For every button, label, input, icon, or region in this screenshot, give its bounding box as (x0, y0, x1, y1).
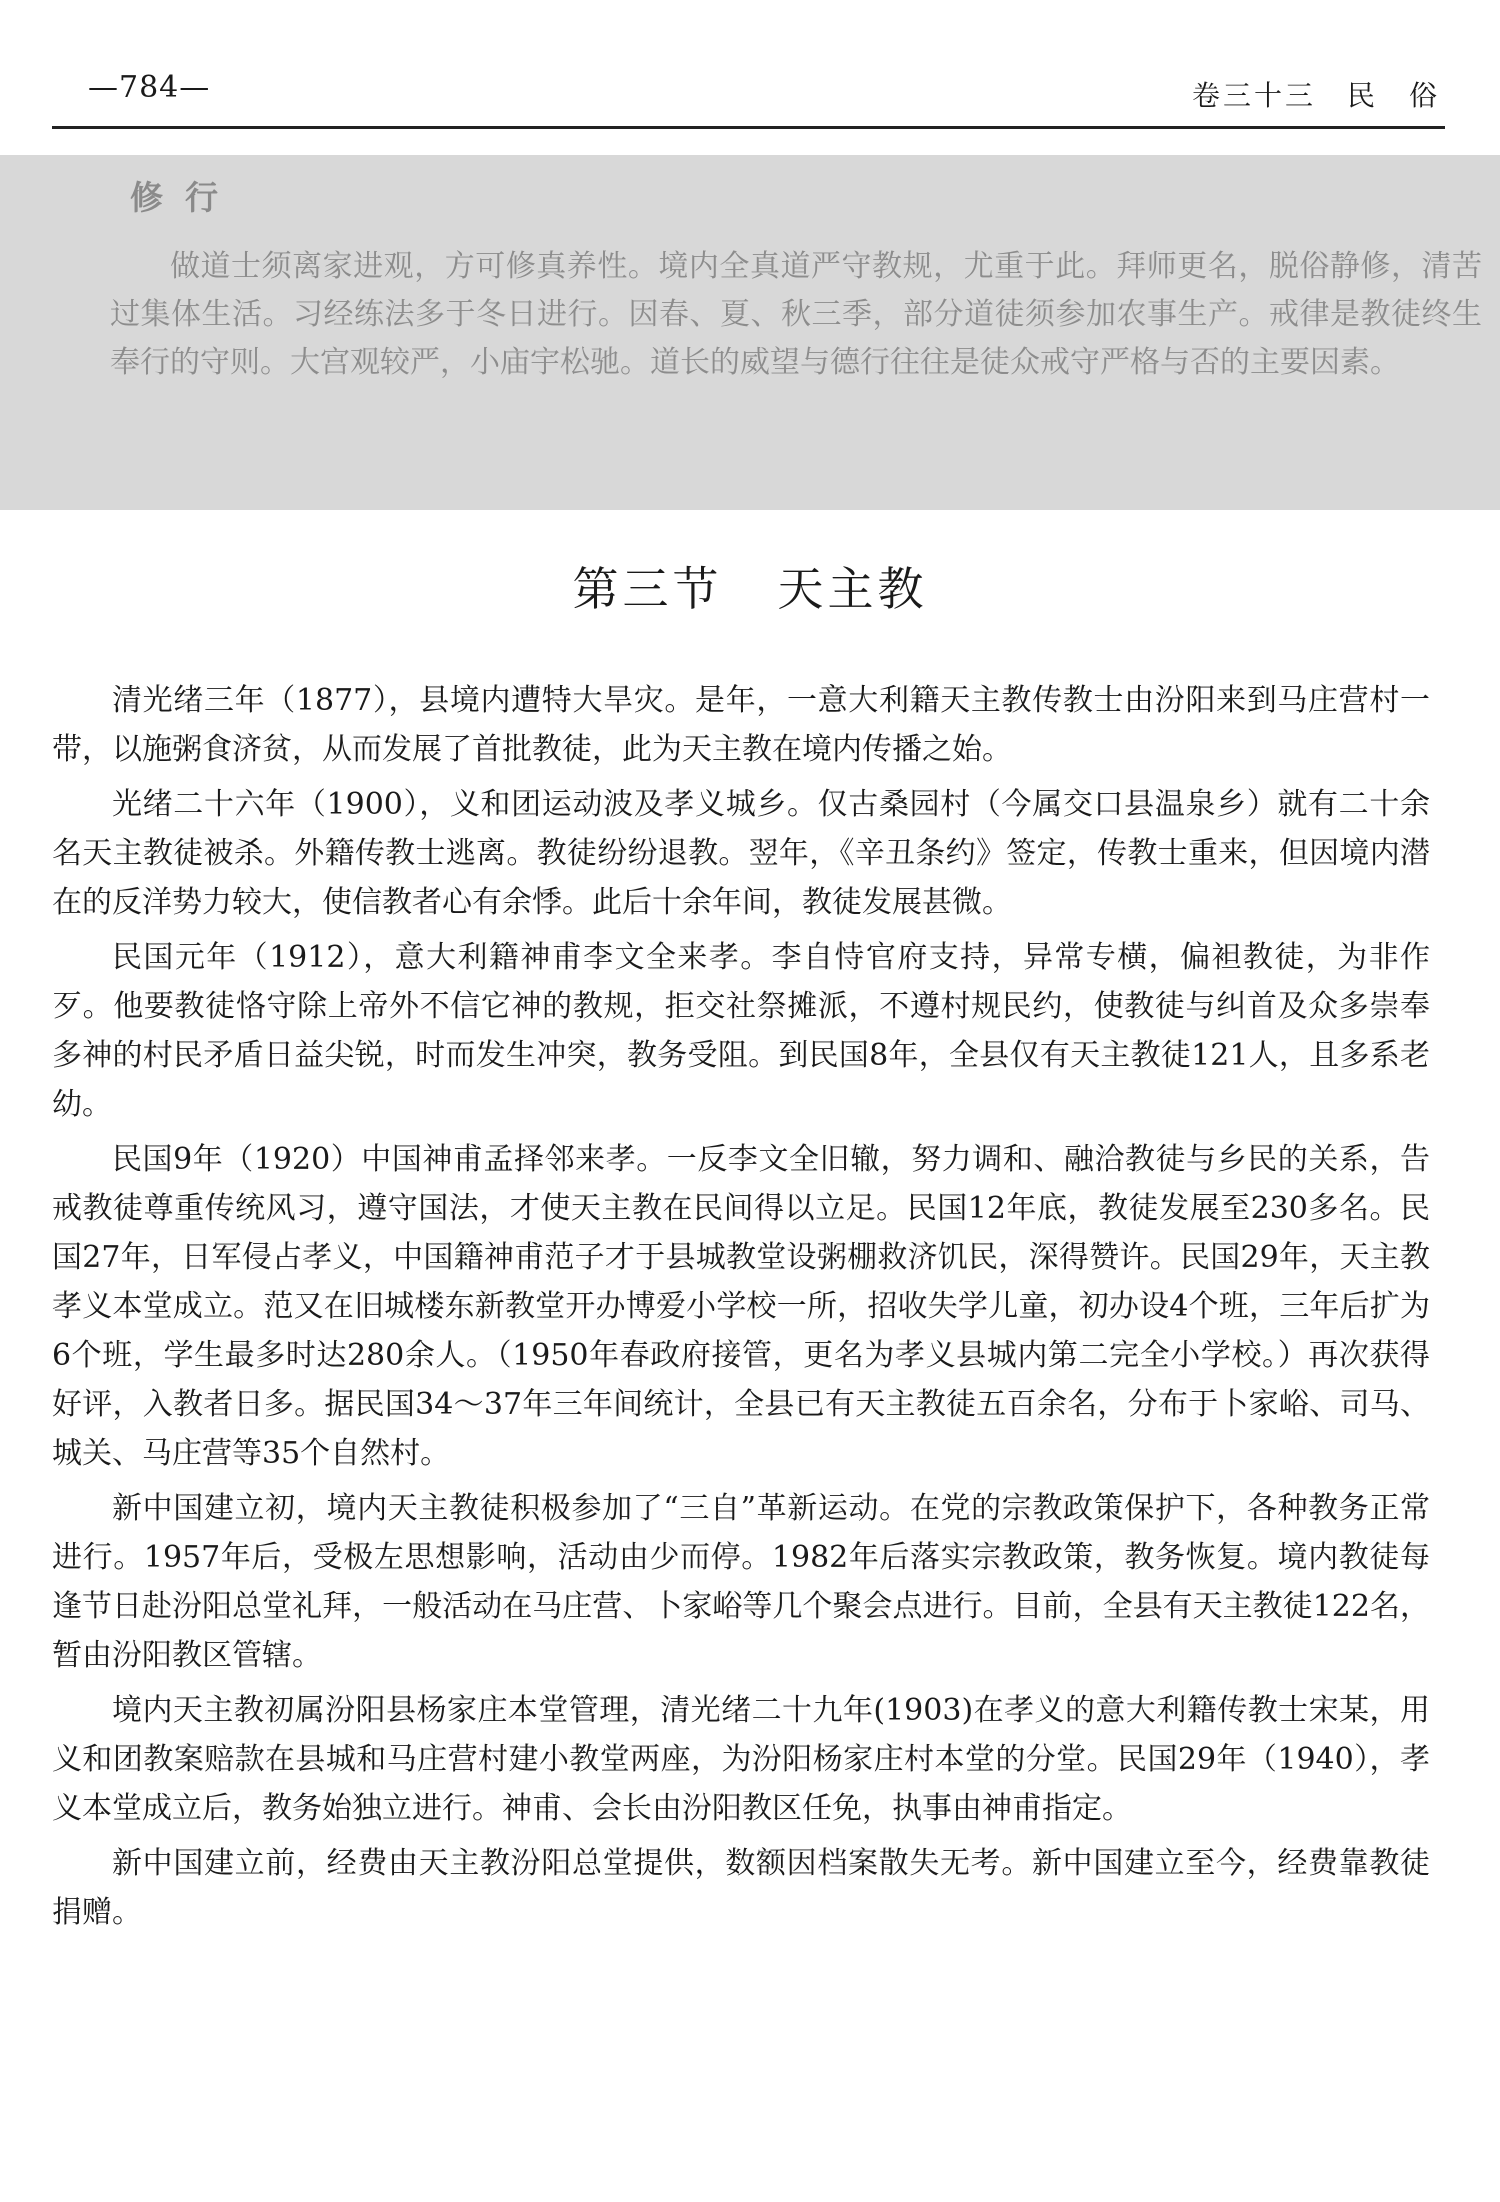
paragraph: 新中国建立前，经费由天主教汾阳总堂提供，数额因档案散失无考。新中国建立至今，经费靠教徒捐赠。 (52, 1846, 1430, 1930)
paragraph: 民国元年（1912），意大利籍神甫李文全来孝。李自恃官府支持，异常专横，偏袒教徒，为非作歹。他要教徒恪守除上帝外不信它神的教规，拒交社祭摊派，不遵村规民约，使教徒与纠首及众多崇奉多神的村民矛盾日益尖锐，时而发生冲突，教务受阻。到民国8年，全县仅有天主教徒121人，且多系老幼。 (52, 940, 1430, 1122)
section-number: 第三节 (572, 562, 723, 616)
shaded-section (0, 155, 1500, 510)
paragraph: 境内天主教初属汾阳县杨家庄本堂管理，清光绪二十九年(1903)在孝义的意大利籍传教士宋某，用义和团教案赔款在县城和马庄营村建小教堂两座，为汾阳杨家庄村本堂的分堂。民国29年（1940），孝义本堂成立后，教务始独立进行。神甫、会长由汾阳教区任免，执事由神甫指定。 (52, 1693, 1430, 1826)
paragraph: 光绪二十六年（1900），义和团运动波及孝义城乡。仅古桑园村（今属交口县温泉乡）就有二十余名天主教徒被杀。外籍传教士逃离。教徒纷纷退教。翌年，《辛丑条约》签定，传教士重来，但因境内潜在的反洋势力较大，使信教者心有余悸。此后十余年间，教徒发展甚微。 (52, 787, 1430, 920)
paragraph: 清光绪三年（1877），县境内遭特大旱灾。是年，一意大利籍天主教传教士由汾阳来到马庄营村一带，以施粥食济贫，从而发展了首批教徒，此为天主教在境内传播之始。 (52, 683, 1430, 767)
sub-heading: 修行 (130, 178, 240, 217)
header-rule (52, 126, 1445, 129)
body-text (52, 676, 1430, 1943)
paragraph: 新中国建立初，境内天主教徒积极参加了“三自”革新运动。在党的宗教政策保护下，各种教务正常进行。1957年后，受极左思想影响，活动由少而停。1982年后落实宗教政策，教务恢复。境内教徒每逢节日赴汾阳总堂礼拜，一般活动在马庄营、卜家峪等几个聚会点进行。目前，全县有天主教徒122名，暂由汾阳教区管辖。 (52, 1491, 1430, 1673)
page-number: —784— (88, 70, 211, 105)
shaded-paragraph: 做道士须离家进观，方可修真养性。境内全真道严守教规，尤重于此。拜师更名，脱俗静修，清苦过集体生活。习经练法多于冬日进行。因春、夏、秋三季，部分道徒须参加农事生产。戒律是教徒终生奉行的守则。大宫观较严，小庙宇松驰。道长的威望与德行往往是徒众戒守严格与否的主要因素。 (110, 249, 1482, 380)
running-head: 卷三十三 民 俗 (1191, 79, 1440, 112)
section-title (0, 553, 1500, 619)
paragraph: 民国9年（1920）中国神甫孟择邻来孝。一反李文全旧辙，努力调和、融洽教徒与乡民的关系，告戒教徒尊重传统风习，遵守国法，才使天主教在民间得以立足。民国12年底，教徒发展至230多名。民国27年，日军侵占孝义，中国籍神甫范子才于县城教堂设粥棚救济饥民，深得赞许。民国29年，天主教孝义本堂成立。范又在旧城楼东新教堂开办博爱小学校一所，招收失学儿童，初办设4个班，三年后扩为6个班，学生最多时达280余人。（1950年春政府接管，更名为孝义县城内第二完全小学校。）再次获得好评，入教者日多。据民国34～37年三年间统计，全县已有天主教徒五百余名，分布于卜家峪、司马、城关、马庄营等35个自然村。 (52, 1142, 1430, 1471)
section-name: 天主教 (777, 562, 928, 616)
